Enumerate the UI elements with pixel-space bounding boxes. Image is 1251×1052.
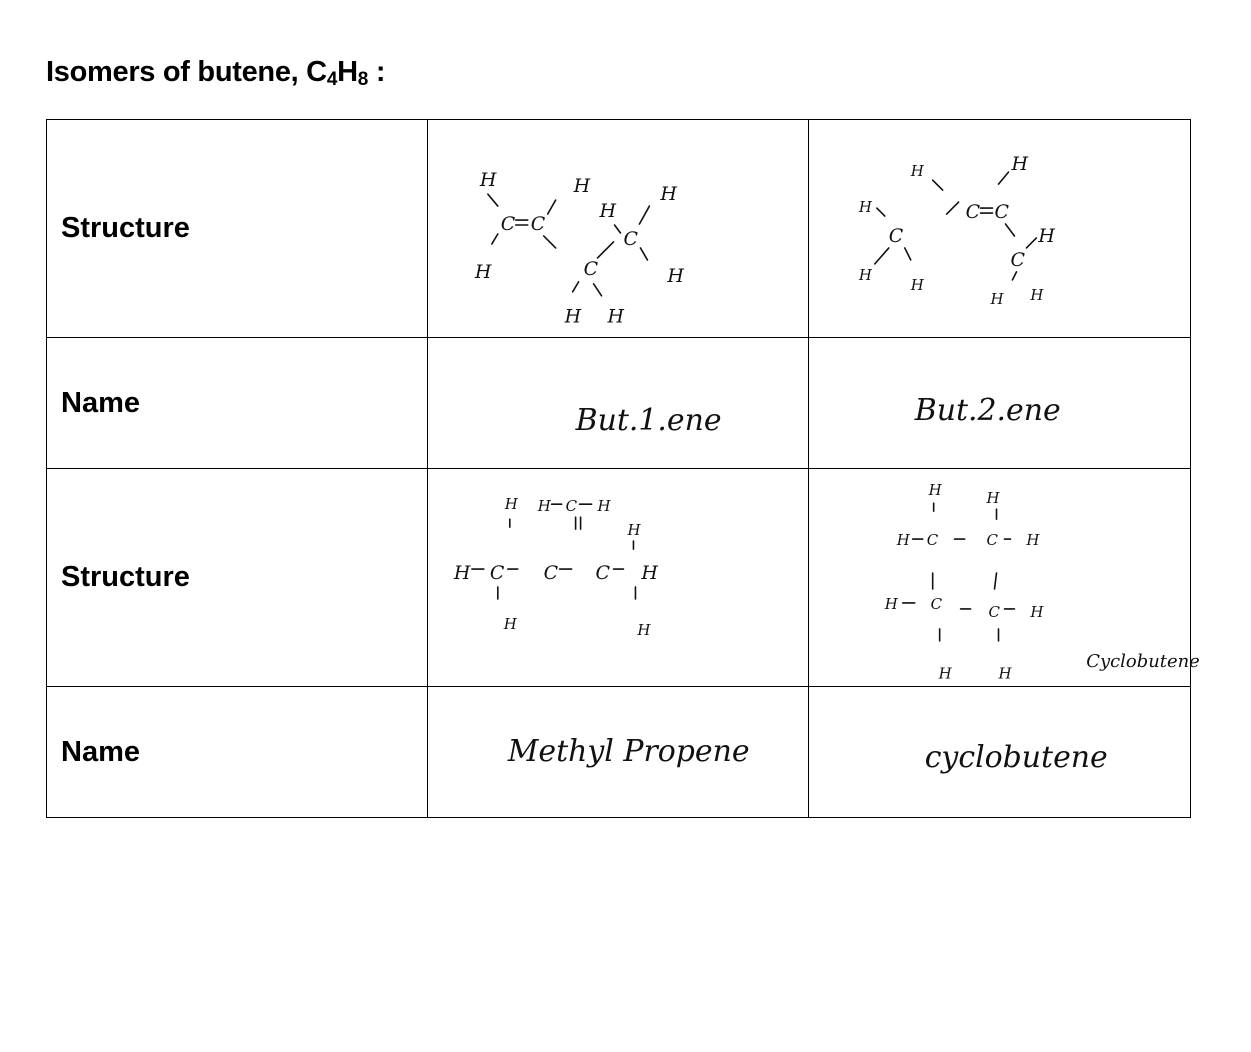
row-label: Name <box>61 386 140 419</box>
svg-text:H: H <box>504 495 518 514</box>
svg-text:H: H <box>474 260 492 283</box>
svg-text:C: C <box>489 561 505 584</box>
table-row <box>47 338 1191 469</box>
svg-text:C: C <box>988 602 1000 621</box>
svg-text:H: H <box>998 664 1012 683</box>
svg-text:H: H <box>599 200 617 223</box>
svg-text:C: C <box>565 497 578 516</box>
svg-text:H: H <box>660 183 677 206</box>
row-label-cell <box>47 120 428 338</box>
svg-text:C: C <box>623 227 638 250</box>
svg-text:H: H <box>637 620 651 639</box>
cyclobutane-structure <box>809 469 1200 686</box>
cyclobutene-note: Cyclobutene <box>1086 650 1200 672</box>
structure-cell-but-1-ene <box>428 120 809 338</box>
table-row <box>47 687 1191 818</box>
row-label-cell <box>47 338 428 469</box>
svg-text:C: C <box>926 531 939 550</box>
svg-text:H: H <box>884 594 898 613</box>
svg-text:H: H <box>453 561 471 584</box>
svg-text:H: H <box>627 521 641 540</box>
methylpropene-name: Methyl Propene <box>507 733 750 769</box>
svg-text:C: C <box>543 561 559 584</box>
svg-text:C: C <box>500 212 516 235</box>
structure-cell-cyclobutane <box>809 469 1200 687</box>
name-cell-methylpropene <box>428 687 809 818</box>
name-cell-but-2-ene <box>809 338 1191 469</box>
but-2-ene-structure <box>809 120 1190 337</box>
svg-text:H: H <box>990 289 1004 308</box>
row-label: Structure <box>61 212 190 244</box>
page-title: Isomers of butene, $C_4H_8$ : <box>46 56 386 90</box>
svg-text:C: C <box>930 594 943 613</box>
svg-text:C: C <box>965 201 981 224</box>
svg-text:H: H <box>910 162 924 181</box>
svg-text:H: H <box>1038 224 1055 247</box>
svg-text:C: C <box>595 561 611 584</box>
svg-text:H: H <box>503 614 517 633</box>
cyclobutane-name-handwriting <box>809 687 1190 817</box>
methylpropene-structure <box>428 469 808 686</box>
svg-text:H: H <box>928 481 942 500</box>
but-1-ene-name-handwriting <box>428 338 808 468</box>
but-1-ene-name: But.1.ene <box>575 402 722 438</box>
svg-text:H: H <box>858 198 872 217</box>
but-2-ene-name-handwriting <box>809 338 1190 468</box>
svg-text:H: H <box>910 275 924 294</box>
svg-text:H: H <box>1030 602 1044 621</box>
svg-text:C: C <box>530 212 546 235</box>
row-label-cell <box>47 687 428 818</box>
svg-text:H: H <box>479 169 497 192</box>
svg-text:C: C <box>994 201 1010 224</box>
svg-text:H: H <box>597 497 611 516</box>
svg-text:H: H <box>858 265 872 284</box>
svg-text:H: H <box>1026 531 1040 550</box>
svg-text:H: H <box>986 489 1000 508</box>
isomers-table <box>46 119 1200 818</box>
table-row <box>47 120 1191 338</box>
svg-text:C: C <box>1010 248 1025 271</box>
svg-text:H: H <box>896 531 910 550</box>
svg-text:H: H <box>667 264 684 287</box>
name-cell-cyclobutane <box>809 687 1191 818</box>
svg-text:H: H <box>641 561 658 584</box>
row-label-cell <box>47 469 428 687</box>
svg-text:H: H <box>607 305 625 328</box>
table-row <box>47 469 1191 687</box>
svg-text:H: H <box>564 305 582 328</box>
svg-text:H: H <box>1030 285 1044 304</box>
row-label: Structure <box>61 561 190 593</box>
svg-text:C: C <box>986 531 998 550</box>
but-2-ene-name: But.2.ene <box>914 392 1061 428</box>
structure-cell-methylpropene <box>428 469 809 687</box>
structure-cell-but-2-ene <box>809 120 1191 338</box>
svg-text:H: H <box>573 175 591 198</box>
svg-text:C: C <box>583 257 599 280</box>
svg-text:H: H <box>537 497 551 516</box>
row-label: Name <box>61 735 140 768</box>
svg-text:C: C <box>888 224 904 247</box>
cyclobutane-name: cyclobutene <box>924 739 1108 775</box>
svg-text:H: H <box>1011 153 1028 176</box>
but-1-ene-structure <box>428 120 808 337</box>
svg-text:H: H <box>938 664 952 683</box>
methylpropene-name-handwriting <box>428 687 808 817</box>
name-cell-but-1-ene <box>428 338 809 469</box>
